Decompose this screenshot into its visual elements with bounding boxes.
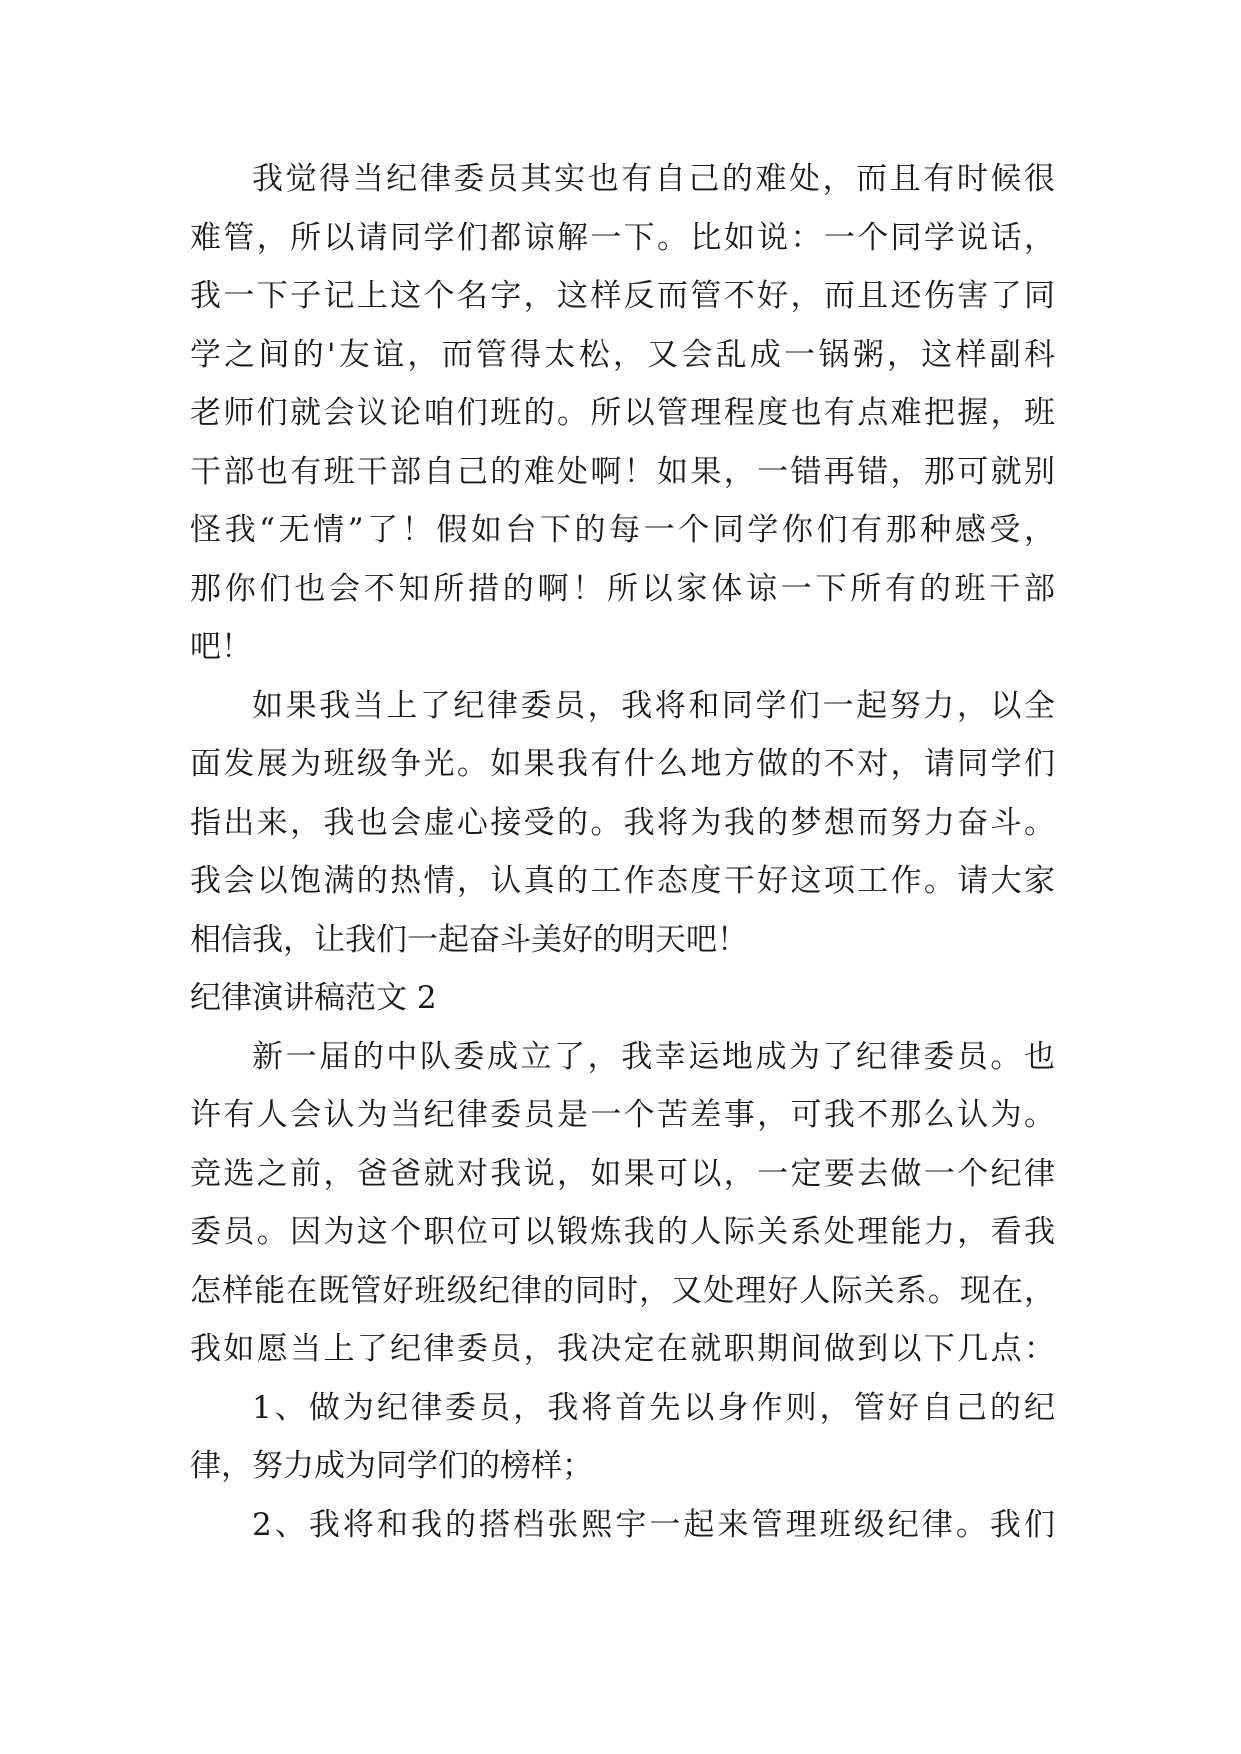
text-line: 相信我，让我们一起奋斗美好的明天吧！ [190, 921, 748, 958]
text-line: 我会以饱满的热情，认真的工作态度干好这项工作。请大家 [190, 863, 1055, 899]
text-line: 怪我“无情”了！假如台下的每一个同学你们有那种感受， [190, 512, 1055, 548]
paragraph-2 [190, 677, 1055, 970]
text-line: 竞选之前，爸爸就对我说，如果可以，一定要去做一个纪律 [190, 1155, 1055, 1192]
text-line: 新一届的中队委成立了，我幸运地成为了纪律委员。也 [252, 1038, 1055, 1075]
text-line: 我一下子记上这个名字，这样反而管不好，而且还伤害了同 [190, 278, 1055, 314]
text-line: 老师们就会议论咱们班的。所以管理程度也有点难把握，班 [190, 395, 1055, 431]
text-line: 学之间的'友谊，而管得太松，又会乱成一锅粥，这样副科 [190, 336, 1055, 373]
text-line: 我如愿当上了纪律委员，我决定在就职期间做到以下几点： [190, 1331, 1055, 1367]
text-line: 面发展为班级争光。如果我有什么地方做的不对，请同学们 [190, 746, 1055, 782]
text-line: 怎样能在既管好班级纪律的同时，又处理好人际关系。现在， [190, 1272, 1055, 1309]
paragraph-3 [190, 1028, 1055, 1379]
text-line: 1、做为纪律委员，我将首先以身作则，管好自己的纪 [252, 1389, 1055, 1426]
text-line: 难管，所以请同学们都谅解一下。比如说：一个同学说话， [190, 219, 1055, 256]
text-line: 干部也有班干部自己的难处啊！如果，一错再错，那可就别 [190, 453, 1055, 490]
text-line: 吧！ [190, 629, 252, 665]
text-line: 我觉得当纪律委员其实也有自己的难处，而且有时候很 [252, 161, 1055, 197]
paragraph-5 [190, 1496, 1055, 1555]
text-line: 委员。因为这个职位可以锻炼我的人际关系处理能力，看我 [190, 1214, 1055, 1250]
text-line: 指出来，我也会虚心接受的。我将为我的梦想而努力奋斗。 [190, 804, 1055, 841]
section-heading: 纪律演讲稿范文 2 [190, 980, 437, 1016]
text-line: 那你们也会不知所措的啊！所以家体谅一下所有的班干部 [190, 570, 1055, 607]
text-line: 2、我将和我的搭档张熙宇一起来管理班级纪律。我们 [252, 1506, 1055, 1543]
text-line: 许有人会认为当纪律委员是一个苦差事，可我不那么认为。 [190, 1097, 1055, 1133]
document-page [190, 150, 1055, 1554]
text-line: 如果我当上了纪律委员，我将和同学们一起努力，以全 [252, 687, 1055, 724]
text-line: 律，努力成为同学们的榜样； [190, 1448, 593, 1484]
paragraph-1 [190, 150, 1055, 677]
paragraph-4 [190, 1379, 1055, 1496]
